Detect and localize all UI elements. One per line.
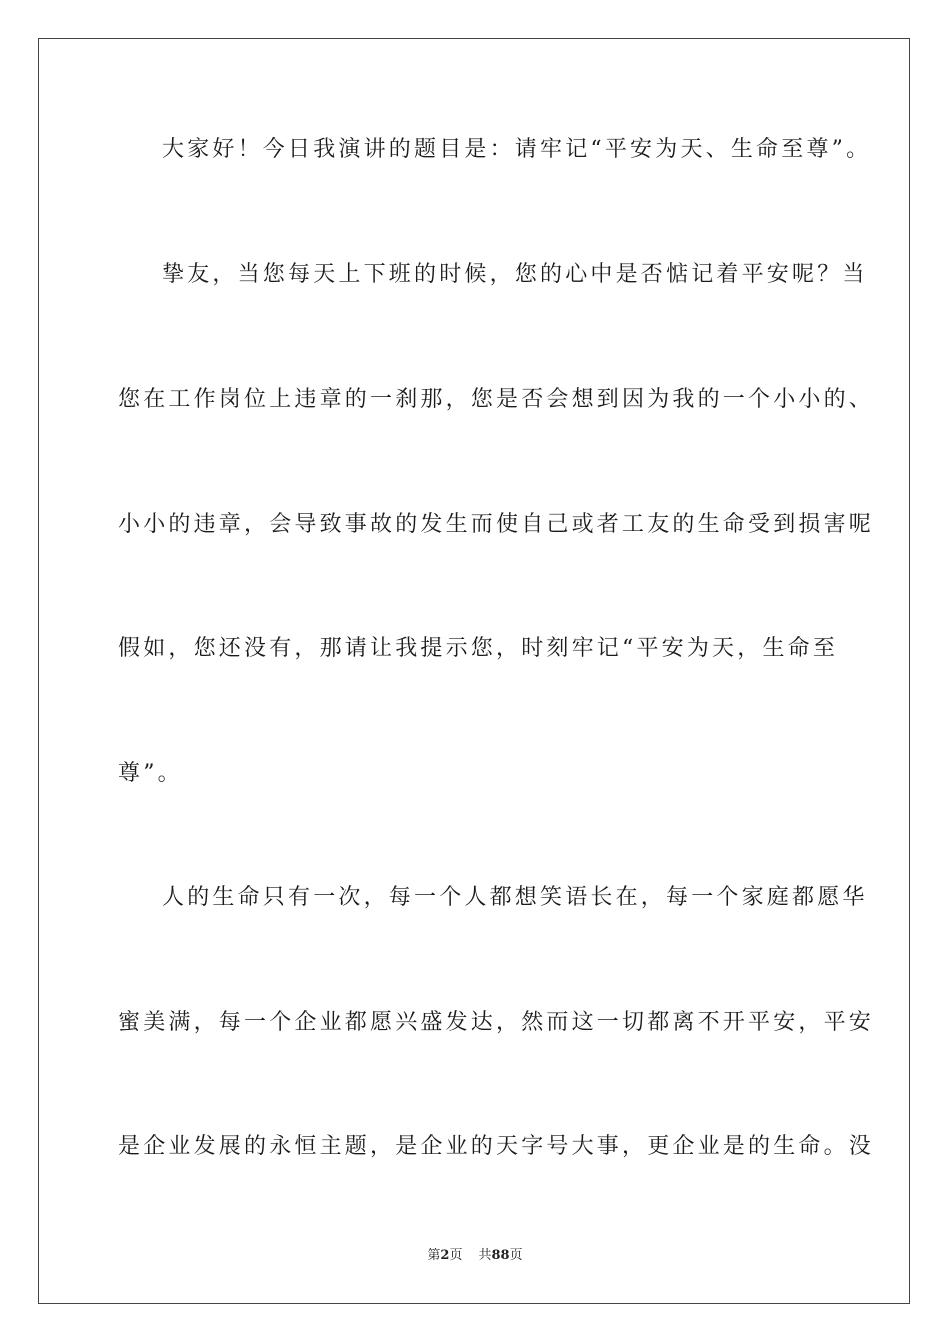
- page-number: 2: [440, 1248, 450, 1263]
- paragraph-line: 是企业发展的永恒主题，是企业的天字号大事，更企业是的生命。没: [118, 1134, 875, 1159]
- paragraph-line: 蜜美满，每一个企业都愿兴盛发达，然而这一切都离不开平安，平安: [118, 1010, 875, 1035]
- paragraph-line: 大家好！今日我演讲的题目是：请牢记“平安为天、生命至尊”。: [162, 137, 872, 162]
- total-suffix: 页: [509, 1248, 523, 1263]
- page-footer: [0, 1247, 950, 1265]
- paragraph-line: 尊”。: [118, 761, 183, 786]
- page-prefix: 第: [427, 1248, 441, 1263]
- paragraph-line: 挚友，当您每天上下班的时候，您的心中是否惦记着平安呢？当: [162, 262, 868, 287]
- paragraph-line: 假如，您还没有，那请让我提示您，时刻牢记“平安为天，生命至: [118, 636, 839, 661]
- page-suffix: 页: [449, 1248, 463, 1263]
- total-pages: 88: [491, 1248, 510, 1263]
- paragraph-line: 您在工作岗位上违章的一刹那，您是否会想到因为我的一个小小的、: [118, 387, 875, 412]
- paragraph-line: 小小的违章，会导致事故的发生而使自己或者工友的生命受到损害呢: [118, 512, 875, 537]
- paragraph-line: 人的生命只有一次，每一个人都想笑语长在，每一个家庭都愿华: [162, 885, 868, 910]
- page-frame: [38, 38, 910, 1304]
- total-prefix: 共: [478, 1248, 492, 1263]
